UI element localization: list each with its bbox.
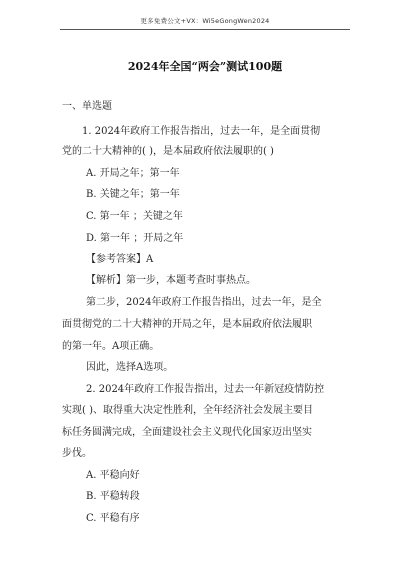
section-heading: 一、单选题: [62, 101, 112, 112]
header-watermark: 更多免费公文+VX：Wi5eGongWen2024: [140, 17, 270, 25]
question-1-stem-line-1: 1. 2024年政府工作报告指出，过去一年，是全面贯彻: [82, 126, 321, 137]
question-2-stem-line-1: 2. 2024年政府工作报告指出，过去一年新冠疫情防控: [86, 384, 325, 395]
question-1-option-c: C. 第一年 ；关键之年: [86, 211, 183, 222]
question-2-stem-line-2: 实现( )、取得重大决定性胜利，全年经济社会发展主要目: [62, 405, 313, 416]
question-1-explanation-line-3: 的第一年。A项正确。: [62, 341, 160, 352]
header-divider: [60, 29, 350, 30]
question-1-option-a: A. 开局之年；第一年: [86, 168, 180, 179]
question-2-stem-line-4: 步伐。: [62, 448, 92, 459]
question-1-answer: 【参考答案】A: [86, 254, 154, 265]
document-title: 2024年全国“两会”测试100题: [127, 60, 283, 73]
question-2-option-c: C. 平稳有序: [86, 513, 140, 524]
question-1-explanation-line-2: 面贯彻党的二十大精神的开局之年，是本届政府依法履职: [62, 319, 312, 330]
question-1-explanation-line-1: 第二步，2024年政府工作报告指出，过去一年，是全: [86, 297, 322, 308]
question-2-option-b: B. 平稳转段: [86, 491, 140, 502]
question-1-option-d: D. 第一年 ；开局之年: [86, 233, 184, 244]
question-1-stem-line-2: 党的二十大精神的( )，是本届政府依法履职的( ): [62, 146, 274, 157]
question-1-conclusion: 因此，选择A选项。: [86, 362, 174, 373]
question-1-analysis: 【解析】第一步，本题考查时事热点。: [86, 275, 256, 286]
question-1-option-b: B. 关键之年；第一年: [86, 189, 180, 200]
question-2-option-a: A. 平稳向好: [86, 470, 140, 481]
question-2-stem-line-3: 标任务圆满完成，全面建设社会主义现代化国家迈出坚实: [62, 427, 312, 438]
